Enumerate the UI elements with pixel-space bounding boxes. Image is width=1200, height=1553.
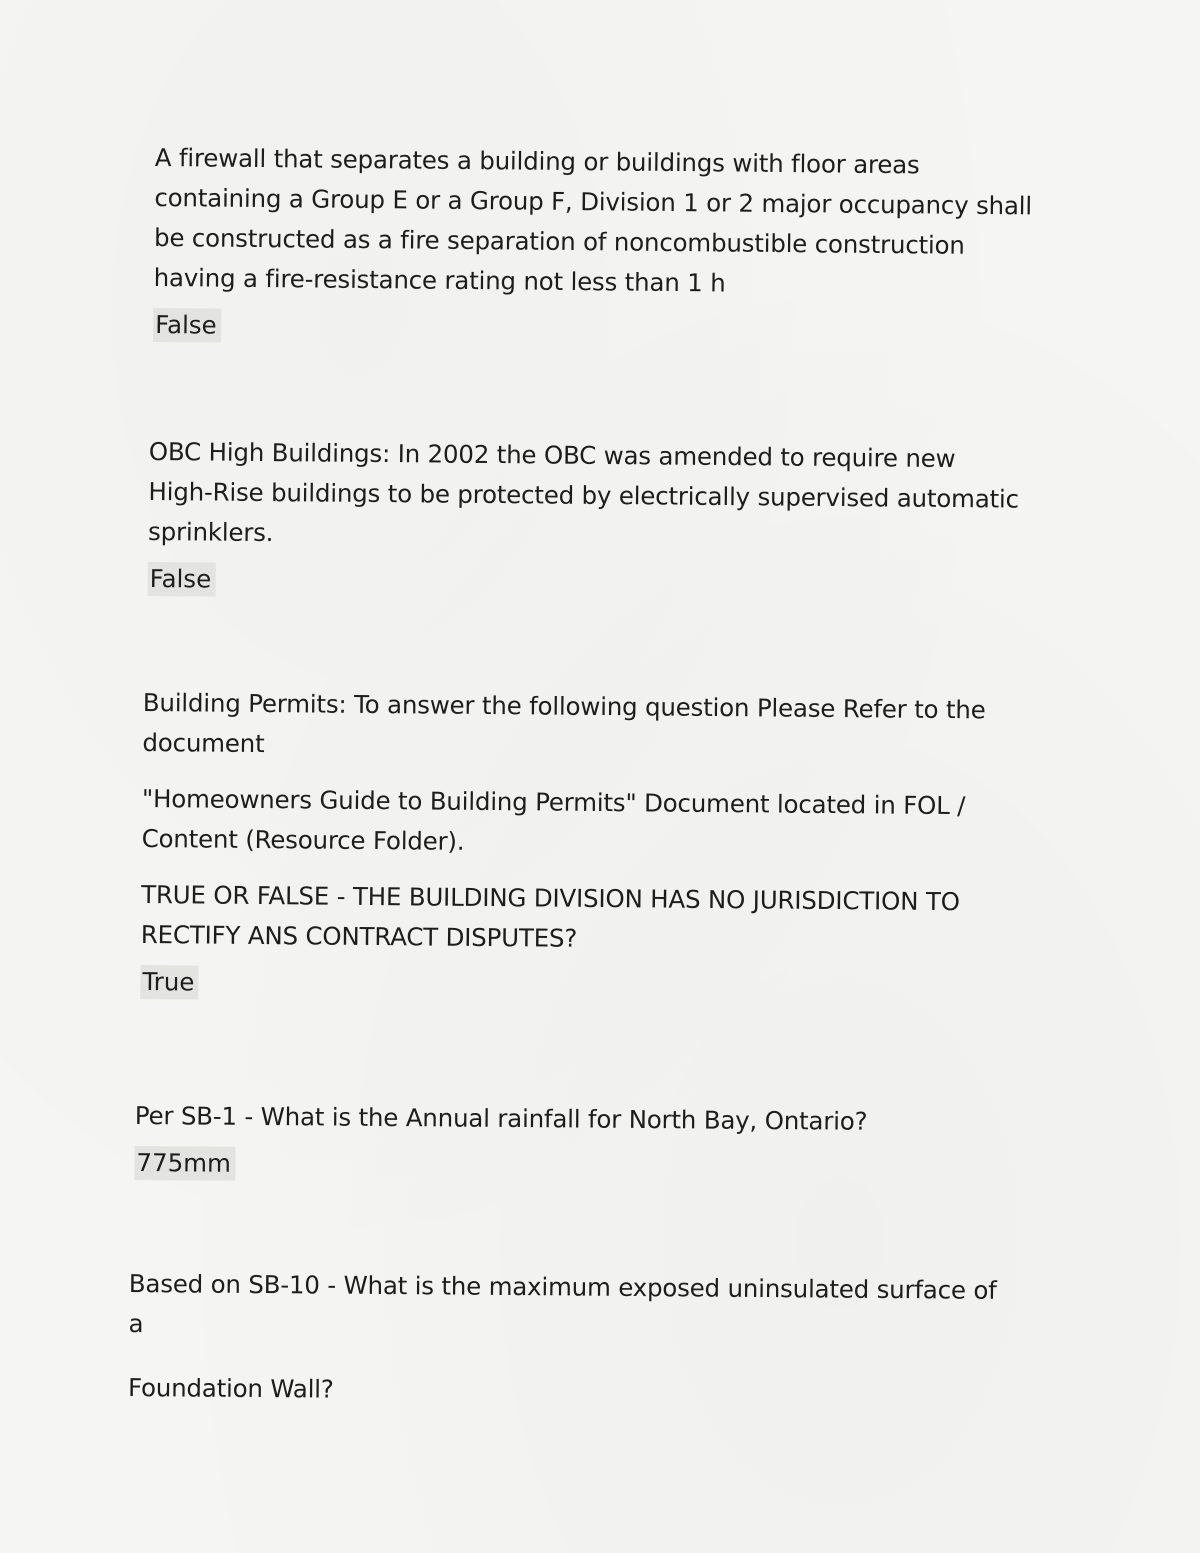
question-foundation-wall xyxy=(128,1264,1059,1415)
question-line: OBC High Buildings: In 2002 the OBC was amended to require new xyxy=(148,436,956,474)
question-text xyxy=(128,1264,1059,1351)
question-line: TRUE OR FALSE - THE BUILDING DIVISION HAS NO JURISDICTION TO xyxy=(141,879,960,917)
question-text xyxy=(153,138,1084,307)
question-text xyxy=(141,875,1072,963)
question-rainfall xyxy=(134,1096,1065,1187)
question-line: be constructed as a fire separation of noncombustible construction xyxy=(153,222,965,260)
question-reference xyxy=(141,779,1072,867)
question-text xyxy=(135,1096,1065,1143)
question-line: having a fire-resistance rating not less than 1 h xyxy=(153,262,726,298)
question-line: RECTIFY ANS CONTRACT DISPUTES? xyxy=(140,919,578,953)
question-line: A firewall that separates a building or buildings with floor areas xyxy=(154,142,920,180)
question-line: "Homeowners Guide to Building Permits" Document located in FOL / xyxy=(141,783,966,821)
question-line: High-Rise buildings to be protected by electrically supervised automatic xyxy=(148,476,1020,514)
question-line: a xyxy=(128,1308,144,1339)
answer-highlight: False xyxy=(153,308,221,343)
question-line: sprinklers. xyxy=(148,516,274,548)
question-line: Based on SB-10 - What is the maximum exposed uninsulated surface of xyxy=(128,1268,997,1305)
question-text xyxy=(148,432,1079,560)
answer-highlight: 775mm xyxy=(134,1146,235,1181)
question-line: Per SB-1 - What is the Annual rainfall for North Bay, Ontario? xyxy=(134,1100,868,1136)
question-line: Building Permits: To answer the following question Please Refer to the xyxy=(142,687,986,725)
answer-highlight: False xyxy=(148,562,216,597)
question-line: document xyxy=(142,727,265,759)
question-continuation xyxy=(128,1368,1058,1415)
question-firewall xyxy=(153,138,1085,351)
question-building-permits xyxy=(140,683,1073,1007)
question-obc-high-buildings xyxy=(148,432,1079,604)
answer-highlight: True xyxy=(140,965,198,1000)
question-line: Foundation Wall? xyxy=(127,1372,334,1404)
question-line: containing a Group E or a Group F, Division 1 or 2 major occupancy shall xyxy=(154,182,1033,221)
question-intro xyxy=(142,683,1073,771)
question-line: Content (Resource Folder). xyxy=(141,823,465,856)
